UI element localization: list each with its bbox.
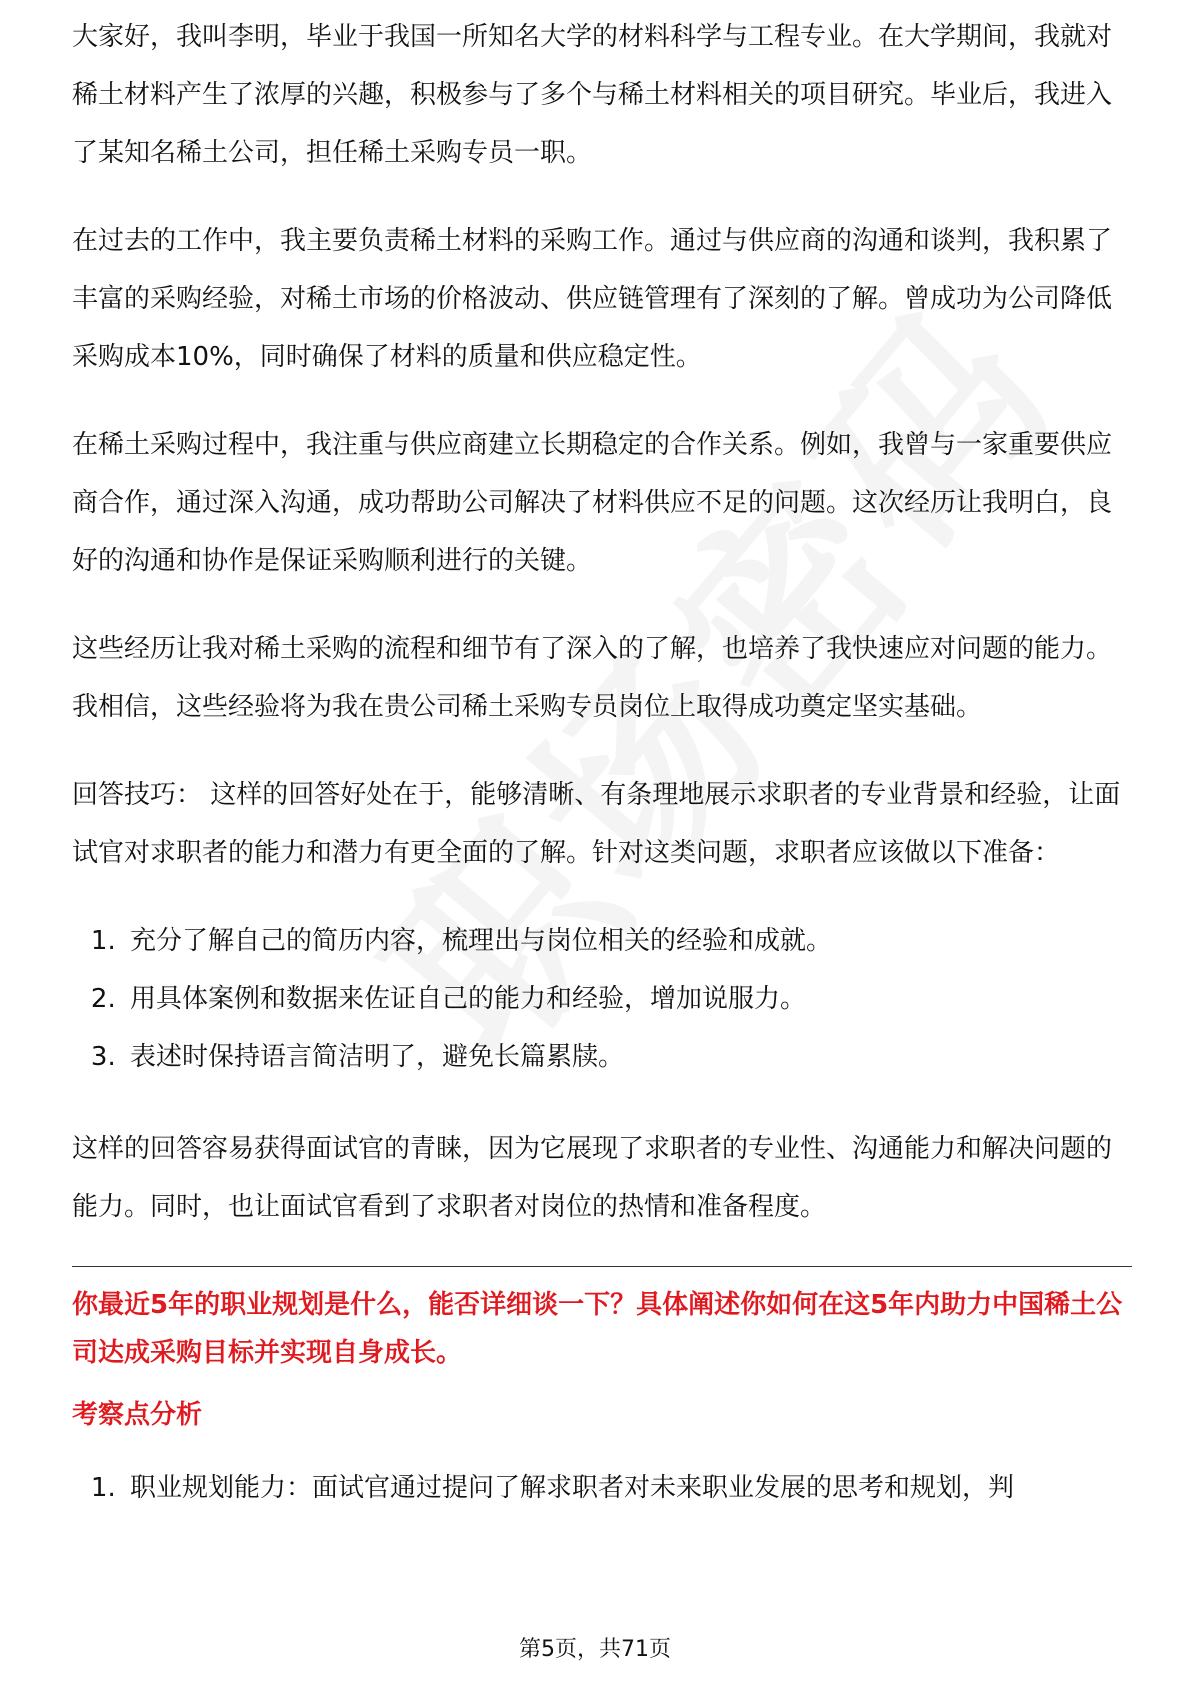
list-item: 1. 职业规划能力：面试官通过提问了解求职者对未来职业发展的思考和规划，判 <box>124 1459 1132 1517</box>
interview-question: 你最近5年的职业规划是什么，能否详细谈一下？具体阐述你如何在这5年内助力中国稀土公司达成采购目标并实现自身成长。 <box>72 1290 1123 1368</box>
page-content <box>72 22 1132 1551</box>
analysis-list <box>72 1459 1132 1517</box>
section-divider <box>72 1266 1132 1267</box>
list-item: 2. 用具体案例和数据来佐证自己的能力和经验，增加说服力。 <box>124 970 1132 1028</box>
paragraph-summary: 这些经历让我对稀土采购的流程和细节有了深入的了解，也培养了我快速应对问题的能力。我相信，这些经验将为我在贵公司稀土采购专员岗位上取得成功奠定坚实基础。 <box>72 634 1113 722</box>
paragraph-closing: 这样的回答容易获得面试官的青睐，因为它展现了求职者的专业性、沟通能力和解决问题的能力。同时，也让面试官看到了求职者对岗位的热情和准备程度。 <box>72 1134 1113 1222</box>
page-number: 第5页，共71页 <box>519 1637 671 1662</box>
list-item: 3. 表述时保持语言简洁明了，避免长篇累牍。 <box>124 1028 1132 1086</box>
section-title: 考察点分析 <box>72 1400 203 1430</box>
paragraph-answer-tips: 回答技巧： 这样的回答好处在于，能够清晰、有条理地展示求职者的专业背景和经验，让面试官对求职者的能力和潜力有更全面的了解。针对这类问题，求职者应该做以下准备： <box>72 780 1121 868</box>
paragraph-supplier-relations: 在稀土采购过程中，我注重与供应商建立长期稳定的合作关系。例如，我曾与一家重要供应商合作，通过深入沟通，成功帮助公司解决了材料供应不足的问题。这次经历让我明白，良好的沟通和协作是保证采购顺利进行的关键。 <box>72 430 1113 576</box>
paragraph-work-experience: 在过去的工作中，我主要负责稀土材料的采购工作。通过与供应商的沟通和谈判，我积累了丰富的采购经验，对稀土市场的价格波动、供应链管理有了深刻的了解。曾成功为公司降低采购成本10%，同时确保了材料的质量和供应稳定性。 <box>72 226 1113 372</box>
paragraph-intro: 大家好，我叫李明，毕业于我国一所知名大学的材料科学与工程专业。在大学期间，我就对稀土材料产生了浓厚的兴趣，积极参与了多个与稀土材料相关的项目研究。毕业后，我进入了某知名稀土公司，担任稀土采购专员一职。 <box>72 22 1113 168</box>
tips-list <box>72 912 1132 1086</box>
list-item: 1. 充分了解自己的简历内容，梳理出与岗位相关的经验和成就。 <box>124 912 1132 970</box>
